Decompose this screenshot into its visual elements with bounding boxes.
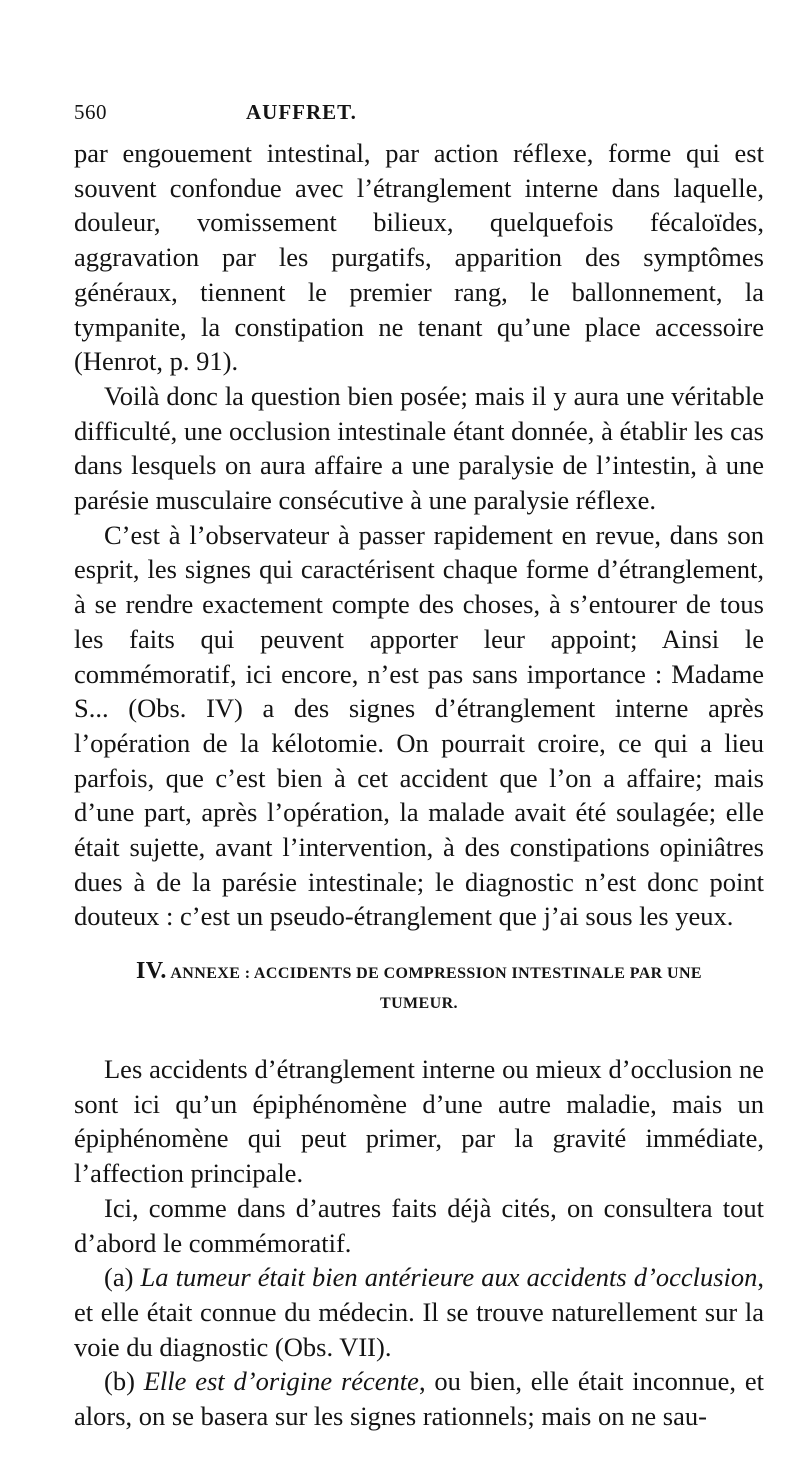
item-b-italic-3: récente [340,1366,419,1397]
item-a-text: , et elle était connue du médecin. Il se trouve naturellement sur la voie du diagnostic (Obs. VII). [74,1262,765,1362]
item-a-italic: La tumeur était bien antérieure aux accidents d’occlusion [140,1262,758,1293]
item-b-label: (b) [104,1366,135,1397]
paragraph-item-a [74,1260,764,1364]
item-b-italic-1: Elle est [143,1366,225,1397]
section-numeral: IV. [136,958,167,984]
page-header [74,96,764,132]
main-text-block [74,136,764,934]
item-a-label: (a) [104,1262,134,1293]
page-number: 560 [74,100,107,124]
paragraph-item-b [74,1364,764,1433]
section-text-block [74,1052,764,1434]
paragraph-1: par engouement intestinal, par action réflexe, forme qui est souvent confondue avec l’étranglement interne dans laquelle, douleur, vomissement bilieux, quelquefois fécaloïdes, aggravation par les purgatifs, apparition des symptômes généraux, tiennent le premier rang, le ballonnement, la tympanite, la constipation ne tenant qu’une place accessoire (Henrot, p. 91). [74,138,764,377]
item-b-italic-2: d’origine [233,1366,333,1397]
running-title: AUFFRET. [246,100,357,124]
paragraph-3: C’est à l’observateur à passer rapidement en revue, dans son esprit, les signes qui caractérisent chaque forme d’étranglement, à se rendre exactement compte des choses, à s’entourer de tous les faits qui peuvent apporter leur appoint; Ainsi le commémoratif, ici encore, n’est pas sans importance : Madame S... (Obs. IV) a des signes d’étranglement interne après l’opération de la kélotomie. On pourrait croire, ce qui a lieu parfois, que c’est bien à cet accident que l’on a affaire; mais d’une part, après l’opération, la malade avait été soulagée; elle était sujette, avant l’intervention, à des constipations opiniâtres dues à de la parésie intestinale; le diagnostic n’est donc point douteux : c’est un pseudo-étranglement que j’ai sous les yeux. [74,519,764,932]
section-heading [74,956,764,1019]
paragraph-2: Voilà donc la question bien posée; mais il y aura une véritable difficulté, une occlusion intestinale étant donnée, à établir les cas dans lesquels on aura affaire a une paralysie de l’intestin, à une parésie musculaire consécutive à une paralysie réflexe. [74,380,764,516]
section-heading-line-2: TUMEUR. [380,995,458,1012]
section-heading-line-1 [74,956,764,989]
item-b-text: , ou bien, elle était inconnue, et alors, on se basera sur les signes rationnels; mais on ne sau- [74,1366,764,1432]
section-title-text: ANNEXE : ACCIDENTS DE COMPRESSION INTESTINALE PAR UNE [170,965,702,982]
paragraph-4: Les accidents d’étranglement interne ou mieux d’occlusion ne sont ici qu’un épiphénomène d’une autre maladie, mais un épiphénomène qui peut primer, par la gravité immédiate, l’affection principale. [74,1054,764,1189]
paragraph-5: Ici, comme dans d’autres faits déjà cités, on consultera tout d’abord le commémoratif. [74,1192,764,1258]
